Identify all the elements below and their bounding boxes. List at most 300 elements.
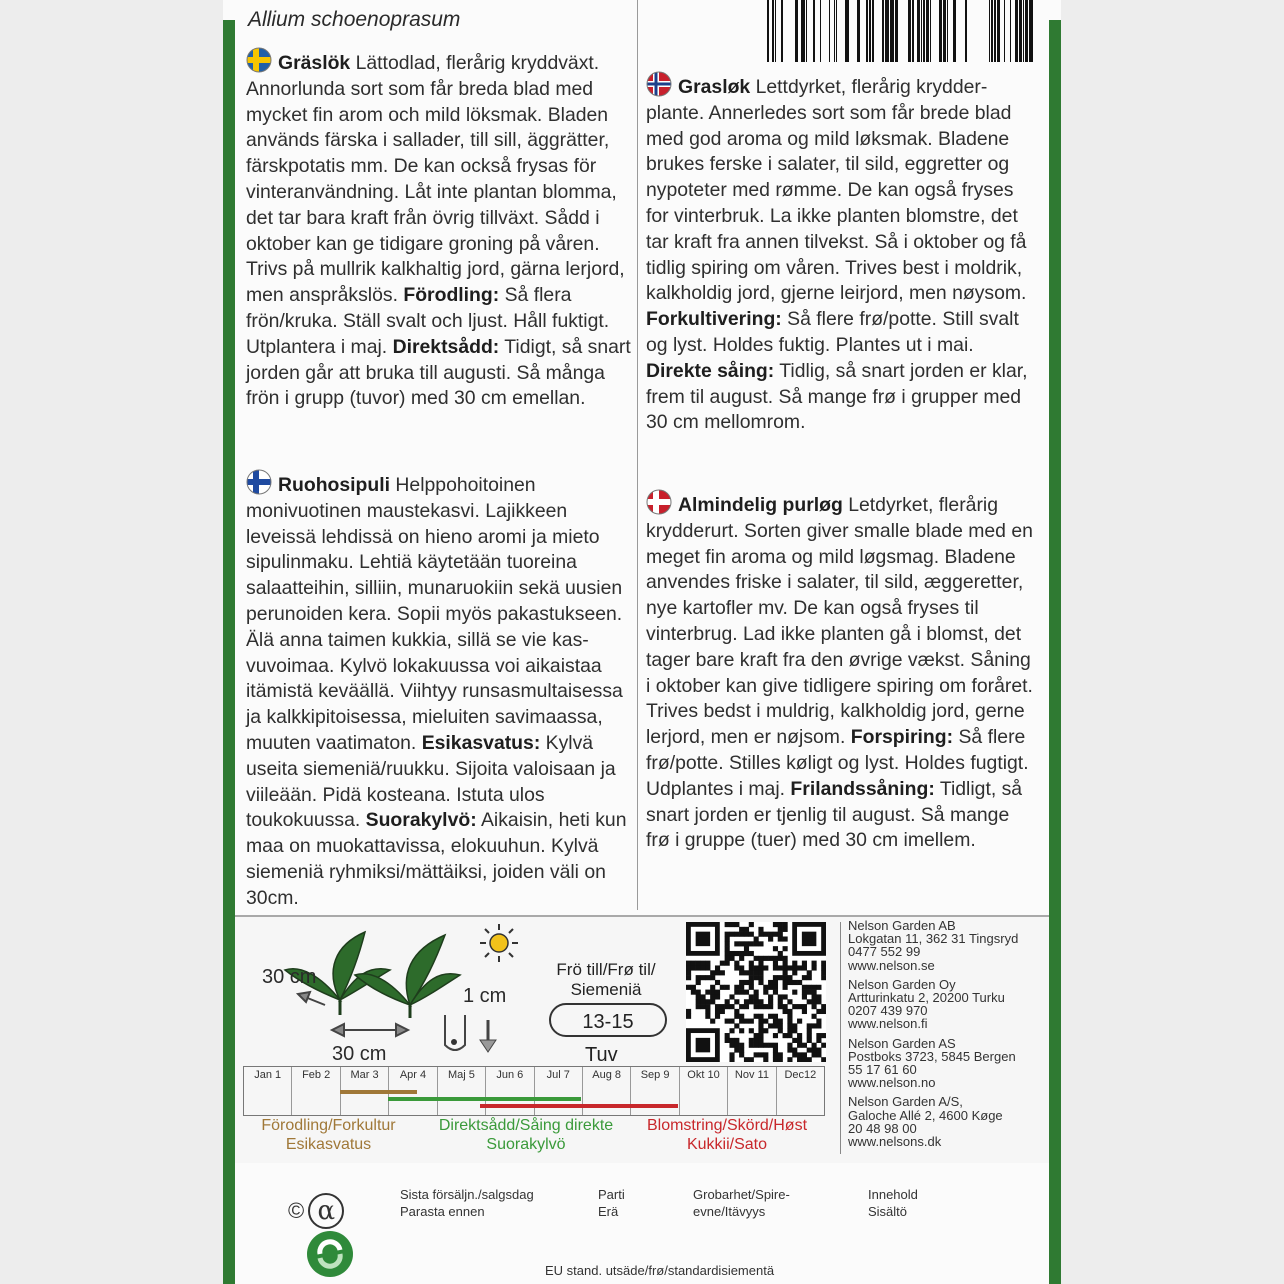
- qr-module: [725, 1038, 730, 1043]
- qr-module: [686, 1014, 691, 1019]
- qr-module: [729, 922, 734, 927]
- latin-name: Allium schoenoprasum: [248, 8, 461, 31]
- qr-module: [816, 985, 821, 990]
- barcode-bar: [882, 0, 884, 62]
- qr-module: [686, 970, 691, 975]
- qr-module: [754, 1038, 759, 1043]
- period-legend-line: Förodling/Forkultur: [261, 1117, 396, 1134]
- barcode-bar: [801, 0, 805, 62]
- month-cell: Jul 7: [535, 1067, 583, 1115]
- qr-module: [691, 965, 696, 970]
- qr-module: [812, 961, 817, 966]
- bold-heading: Forkultivering:: [646, 308, 782, 331]
- qr-module: [696, 999, 701, 1004]
- qr-module: [763, 1057, 768, 1062]
- qr-module: [768, 999, 773, 1004]
- qr-module: [763, 932, 768, 937]
- qr-module: [816, 999, 821, 1004]
- qr-module: [710, 994, 715, 999]
- footer-field-line: evne/Itävyys: [693, 1204, 766, 1219]
- recycle-green-dot-icon: [306, 1230, 354, 1278]
- qr-module: [768, 1004, 773, 1009]
- qr-module: [787, 1009, 792, 1014]
- qr-module: [783, 936, 788, 941]
- barcode-bar: [869, 0, 871, 62]
- qr-module: [802, 994, 807, 999]
- address-line: Postboks 3723, 5845 Bergen: [848, 1048, 1016, 1064]
- qr-module: [686, 985, 691, 990]
- qr-module: [686, 965, 691, 970]
- qr-module: [797, 1038, 802, 1043]
- qr-module: [725, 941, 730, 946]
- qr-module: [758, 999, 763, 1004]
- body-text: Helppohoitoinen monivuotinen maustekasvi. Lajikkeen leveissä lehdissä on hieno aromi ja mieto sipulinmaku. Lehtiä käytetään tuoreina salaatteihin, silliin, munaruokiin sekä uusien perunoiden kera. Sopii myös pakastukseen. Älä anna taimen kukkia, sillä se vie kas-vuvoimaa. Kylvö lokakuussa voi aikaistaa itämistä keväällä. Viihtyy runsasmultaisessa ja kalkkipitoisessa, mieluiten savimaassa, muuten vaatimaton.: [246, 474, 623, 754]
- spacing-label: 30 cm: [262, 966, 317, 988]
- qr-module: [768, 980, 773, 985]
- qr-module: [783, 985, 788, 990]
- qr-module: [778, 1052, 783, 1057]
- qr-module: [783, 946, 788, 951]
- qr-module: [783, 1033, 788, 1038]
- footer-field: [400, 1186, 534, 1220]
- qr-module: [729, 1004, 734, 1009]
- qr-module: [734, 1009, 739, 1014]
- qr-module: [696, 965, 701, 970]
- qr-module: [729, 1052, 734, 1057]
- qr-module: [787, 1033, 792, 1038]
- qr-module: [696, 961, 701, 966]
- qr-module: [783, 927, 788, 932]
- qr-module: [700, 975, 705, 980]
- qr-module: [787, 975, 792, 980]
- qr-module: [700, 1004, 705, 1009]
- qr-module: [744, 932, 749, 937]
- qr-module: [710, 970, 715, 975]
- qr-module: [729, 1028, 734, 1033]
- qr-module: [729, 994, 734, 999]
- qr-module: [773, 932, 778, 937]
- barcode-bar: [994, 0, 996, 62]
- address-line: Lokgatan 11, 362 31 Tingsryd: [848, 931, 1019, 947]
- qr-module: [758, 975, 763, 980]
- qr-module: [768, 1023, 773, 1028]
- period-bar: [340, 1090, 417, 1094]
- qr-module: [773, 1057, 778, 1062]
- qr-module: [739, 941, 744, 946]
- qr-module: [725, 956, 730, 961]
- qr-module: [700, 961, 705, 966]
- qr-module: [778, 951, 783, 956]
- barcode-bar: [1029, 0, 1033, 62]
- qr-module: [749, 1043, 754, 1048]
- qr-module: [783, 980, 788, 985]
- qr-module: [821, 1043, 826, 1048]
- qr-module: [778, 1057, 783, 1062]
- qr-module: [749, 1028, 754, 1033]
- qr-module: [821, 970, 826, 975]
- qr-module: [754, 999, 759, 1004]
- qr-module: [739, 932, 744, 937]
- period-legend: [433, 1116, 619, 1154]
- address-line: 55 17 61 60: [848, 1062, 917, 1078]
- qr-module: [763, 1028, 768, 1033]
- period-legend: [642, 1116, 812, 1154]
- qr-module: [802, 975, 807, 980]
- qr-module: [739, 970, 744, 975]
- barcode-bar: [939, 0, 942, 62]
- qr-module: [710, 985, 715, 990]
- qr-module: [715, 1009, 720, 1014]
- qr-module: [787, 1028, 792, 1033]
- sun-icon: [478, 922, 520, 964]
- barcode-bar: [775, 0, 776, 62]
- barcode-bar: [1004, 0, 1005, 62]
- address-line: Nelson Garden Oy: [848, 976, 956, 992]
- qr-module: [715, 980, 720, 985]
- qr-module: [797, 1057, 802, 1062]
- qr-module: [705, 965, 710, 970]
- qr-module: [807, 1057, 812, 1062]
- qr-module: [754, 1052, 759, 1057]
- qr-module: [807, 1023, 812, 1028]
- qr-module: [744, 1019, 749, 1024]
- footer-field-line: Sista försäljn./salgsdag: [400, 1187, 534, 1202]
- qr-module: [802, 990, 807, 995]
- qr-module: [802, 932, 816, 946]
- qr-module: [758, 941, 763, 946]
- address-line: Nelson Garden AS: [848, 1035, 956, 1051]
- qr-module: [734, 1048, 739, 1053]
- qr-module: [739, 990, 744, 995]
- bold-heading: Förodling:: [403, 284, 500, 307]
- seed-count-badge: 13-15: [549, 1003, 667, 1037]
- qr-module: [754, 970, 759, 975]
- qr-module: [725, 1004, 730, 1009]
- qr-module: [763, 985, 768, 990]
- website-link[interactable]: www.nelson.no: [848, 1075, 936, 1091]
- qr-module: [778, 994, 783, 999]
- qr-module: [749, 1057, 754, 1062]
- website-link[interactable]: www.nelsons.dk: [848, 1134, 942, 1150]
- qr-module: [773, 946, 778, 951]
- qr-module: [768, 994, 773, 999]
- qr-module: [729, 1038, 734, 1043]
- section-norwegian: [646, 71, 1034, 436]
- qr-module: [778, 1023, 783, 1028]
- qr-module: [758, 1033, 763, 1038]
- qr-module: [773, 1048, 778, 1053]
- qr-module: [807, 999, 812, 1004]
- qr-module: [686, 961, 691, 966]
- qr-module: [725, 951, 730, 956]
- qr-module: [792, 1052, 797, 1057]
- qr-module: [739, 956, 744, 961]
- qr-module: [773, 1019, 778, 1024]
- barcode-bar: [890, 0, 894, 62]
- body-text: Tidigt, så snart jorden går att bruka till augusti. Så många frön i grupp (tuvor) med 30 cm emellan.: [246, 335, 631, 410]
- qr-module: [783, 965, 788, 970]
- qr-module: [754, 965, 759, 970]
- period-legend-line: Direktsådd/Såing direkte: [438, 1117, 614, 1134]
- qr-module: [705, 961, 710, 966]
- qr-module: [763, 1019, 768, 1024]
- barcode-bar: [1015, 0, 1018, 62]
- qr-module: [744, 927, 749, 932]
- qr-module: [802, 965, 807, 970]
- certification-mark: [288, 1193, 344, 1229]
- qr-module: [700, 994, 705, 999]
- denmark-flag-icon: [646, 489, 672, 515]
- qr-module: [773, 1033, 778, 1038]
- qr-module: [787, 965, 792, 970]
- barcode-bar: [795, 0, 798, 62]
- qr-module: [725, 985, 730, 990]
- qr-module: [821, 1057, 826, 1062]
- norway-flag-icon: [646, 71, 672, 97]
- qr-module: [816, 1019, 821, 1024]
- qr-module: [773, 1014, 778, 1019]
- qr-module: [763, 1004, 768, 1009]
- qr-module: [715, 1014, 720, 1019]
- address-line: Artturinkatu 2, 20200 Turku: [848, 990, 1005, 1006]
- qr-module: [705, 975, 710, 980]
- qr-module: [725, 999, 730, 1004]
- qr-module: [768, 936, 773, 941]
- qr-module: [744, 941, 749, 946]
- barcode-bar: [947, 0, 948, 62]
- qr-module: [705, 990, 710, 995]
- qr-module: [773, 1023, 778, 1028]
- eu-standard-text: EU stand. utsäde/frø/standardisiementä: [545, 1263, 775, 1278]
- barcode-bar: [997, 0, 1000, 62]
- qr-module: [816, 1052, 821, 1057]
- qr-module: [783, 970, 788, 975]
- section-finnish: [246, 469, 634, 912]
- qr-module: [696, 994, 701, 999]
- qr-module: [710, 1019, 715, 1024]
- bold-heading: Grasløk: [678, 76, 751, 98]
- copyright-symbol: ©: [288, 1198, 305, 1223]
- period-legend-line: Suorakylvö: [486, 1136, 566, 1153]
- qr-module: [812, 985, 817, 990]
- qr-module: [768, 1043, 773, 1048]
- qr-module: [807, 1038, 812, 1043]
- qr-module: [792, 1023, 797, 1028]
- address-line: Nelson Garden A/S,: [848, 1094, 963, 1110]
- qr-module: [749, 941, 754, 946]
- qr-module: [739, 980, 744, 985]
- qr-module: [720, 961, 725, 966]
- barcode-bar: [767, 0, 769, 62]
- website-link[interactable]: www.nelson.se: [848, 957, 935, 973]
- qr-module: [758, 932, 763, 937]
- barcode-bar: [1025, 0, 1028, 62]
- section-danish: [646, 489, 1034, 854]
- qr-module: [705, 1014, 710, 1019]
- qr-module: [734, 985, 739, 990]
- qr-module: [812, 999, 817, 1004]
- qr-module: [749, 975, 754, 980]
- qr-module: [734, 1038, 739, 1043]
- qr-module: [816, 1033, 821, 1038]
- qr-module: [691, 990, 696, 995]
- qr-module: [734, 951, 739, 956]
- qr-module: [787, 1043, 792, 1048]
- barcode-bar: [1019, 0, 1022, 62]
- body-text: Så flere frø/potte. Stilles køligt og lyst. Holdes fugtigt. Udplantes i maj.: [646, 726, 1029, 800]
- qr-module: [797, 980, 802, 985]
- qr-module: [754, 1014, 759, 1019]
- qr-module: [754, 941, 759, 946]
- qr-module: [778, 1004, 783, 1009]
- barcode-bar: [965, 0, 967, 62]
- qr-module: [749, 970, 754, 975]
- qr-code: [686, 922, 826, 1062]
- unit-label: Tuv: [585, 1044, 618, 1066]
- month-cell: Dec12: [784, 1069, 817, 1081]
- column-divider: [637, 0, 638, 910]
- qr-module: [725, 932, 730, 937]
- qr-module: [734, 961, 739, 966]
- qr-module: [763, 956, 768, 961]
- barcode-bar: [772, 0, 774, 62]
- qr-module: [696, 975, 701, 980]
- qr-module: [696, 1004, 701, 1009]
- address-divider: [840, 922, 841, 1154]
- qr-module: [773, 975, 778, 980]
- qr-module: [739, 1019, 744, 1024]
- qr-module: [749, 985, 754, 990]
- qr-module: [749, 951, 754, 956]
- finland-flag-icon: [246, 469, 272, 495]
- qr-module: [734, 941, 739, 946]
- qr-module: [787, 1048, 792, 1053]
- body-text: Så flere frø/potte. Still svalt og lyst. Holdes fuktig. Plantes ut i mai.: [646, 308, 1019, 356]
- qr-module: [778, 936, 783, 941]
- body-text: Kylvä useita siemeniä/ruukku. Sijoita valoisaan ja viileään. Pidä kosteana. Istuta ulos toukokuussa.: [246, 731, 616, 832]
- month-cell: Okt 10: [680, 1067, 728, 1115]
- qr-module: [773, 956, 778, 961]
- barcode-bar: [866, 0, 868, 62]
- qr-module: [792, 990, 797, 995]
- qr-module: [787, 1014, 792, 1019]
- qr-module: [729, 932, 734, 937]
- barcode-bar: [912, 0, 914, 62]
- website-link[interactable]: www.nelson.fi: [848, 1016, 928, 1032]
- qr-module: [763, 990, 768, 995]
- qr-module: [754, 956, 759, 961]
- barcode-bar: [820, 0, 821, 62]
- qr-module: [773, 922, 778, 927]
- bold-heading: Frilandssåning:: [790, 777, 935, 800]
- qr-module: [763, 1043, 768, 1048]
- qr-module: [783, 1004, 788, 1009]
- body-text: Tidlig, så snart jorden er klar, frem til august. Så mange frø i grupper med 30 cm mellomrom.: [646, 359, 1028, 434]
- qr-module: [749, 965, 754, 970]
- qr-module: [812, 994, 817, 999]
- barcode-bar: [857, 0, 860, 62]
- barcode-bar: [836, 0, 837, 62]
- qr-module: [797, 965, 802, 970]
- month-cell: Feb 2: [292, 1067, 340, 1115]
- qr-module: [807, 990, 812, 995]
- footer-field-line: Grobarhet/Spire-: [693, 1187, 790, 1202]
- barcode-bar: [908, 0, 911, 62]
- footer-field: [868, 1186, 918, 1220]
- qr-module: [758, 1019, 763, 1024]
- qr-module: [725, 1033, 730, 1038]
- qr-module: [749, 961, 754, 966]
- qr-module: [778, 965, 783, 970]
- right-green-border: [1049, 20, 1061, 1284]
- qr-module: [744, 980, 749, 985]
- barcode-bar: [953, 0, 956, 62]
- bold-heading: Forspiring:: [850, 726, 954, 749]
- qr-module: [802, 985, 807, 990]
- footer-field-line: Parti: [598, 1187, 625, 1202]
- barcode: [765, 0, 1037, 62]
- qr-module: [787, 999, 792, 1004]
- qr-module: [768, 932, 773, 937]
- qr-module: [729, 951, 734, 956]
- qr-module: [696, 990, 701, 995]
- qr-module: [763, 1052, 768, 1057]
- sowing-calendar: [243, 1066, 825, 1116]
- month-cell: Apr 4: [389, 1067, 437, 1115]
- qr-module: [792, 1038, 797, 1043]
- spacing-label-bottom: 30 cm: [332, 1043, 387, 1065]
- alpha-icon: α: [308, 1193, 344, 1229]
- qr-module: [725, 1019, 730, 1024]
- qr-module: [749, 1038, 754, 1043]
- qr-module: [783, 1009, 788, 1014]
- month-cell: Maj 5: [438, 1067, 486, 1115]
- qr-module: [749, 922, 754, 927]
- qr-module: [773, 1052, 778, 1057]
- qr-module: [821, 1009, 826, 1014]
- qr-module: [734, 1014, 739, 1019]
- qr-module: [691, 961, 696, 966]
- qr-module: [710, 990, 715, 995]
- period-bar: [388, 1097, 581, 1101]
- barcode-bar: [806, 0, 807, 62]
- qr-module: [686, 1009, 691, 1014]
- qr-module: [816, 994, 821, 999]
- qr-module: [807, 1033, 812, 1038]
- barcode-bar: [1023, 0, 1024, 62]
- qr-module: [797, 1033, 802, 1038]
- qr-module: [754, 1033, 759, 1038]
- qr-module: [783, 961, 788, 966]
- qr-module: [802, 1057, 807, 1062]
- qr-module: [758, 965, 763, 970]
- barcode-bar: [834, 0, 835, 62]
- qr-module: [758, 970, 763, 975]
- barcode-bar: [921, 0, 922, 62]
- period-legend: [256, 1116, 401, 1154]
- footer-field-line: Parasta ennen: [400, 1204, 485, 1219]
- qr-module: [725, 936, 730, 941]
- qr-module: [744, 990, 749, 995]
- qr-module: [739, 985, 744, 990]
- qr-module: [691, 985, 696, 990]
- address-line: Galoche Allé 2, 4600 Køge: [848, 1107, 1003, 1123]
- month-cell: Mar 3: [341, 1067, 389, 1115]
- qr-module: [778, 1028, 783, 1033]
- body-text: Tidligt, så snart jorden er tjenlig til august. Så mange frø i gruppe (tuer) med 30 cm imellem.: [646, 777, 1023, 852]
- barcode-bar: [829, 0, 830, 62]
- qr-module: [812, 1048, 817, 1053]
